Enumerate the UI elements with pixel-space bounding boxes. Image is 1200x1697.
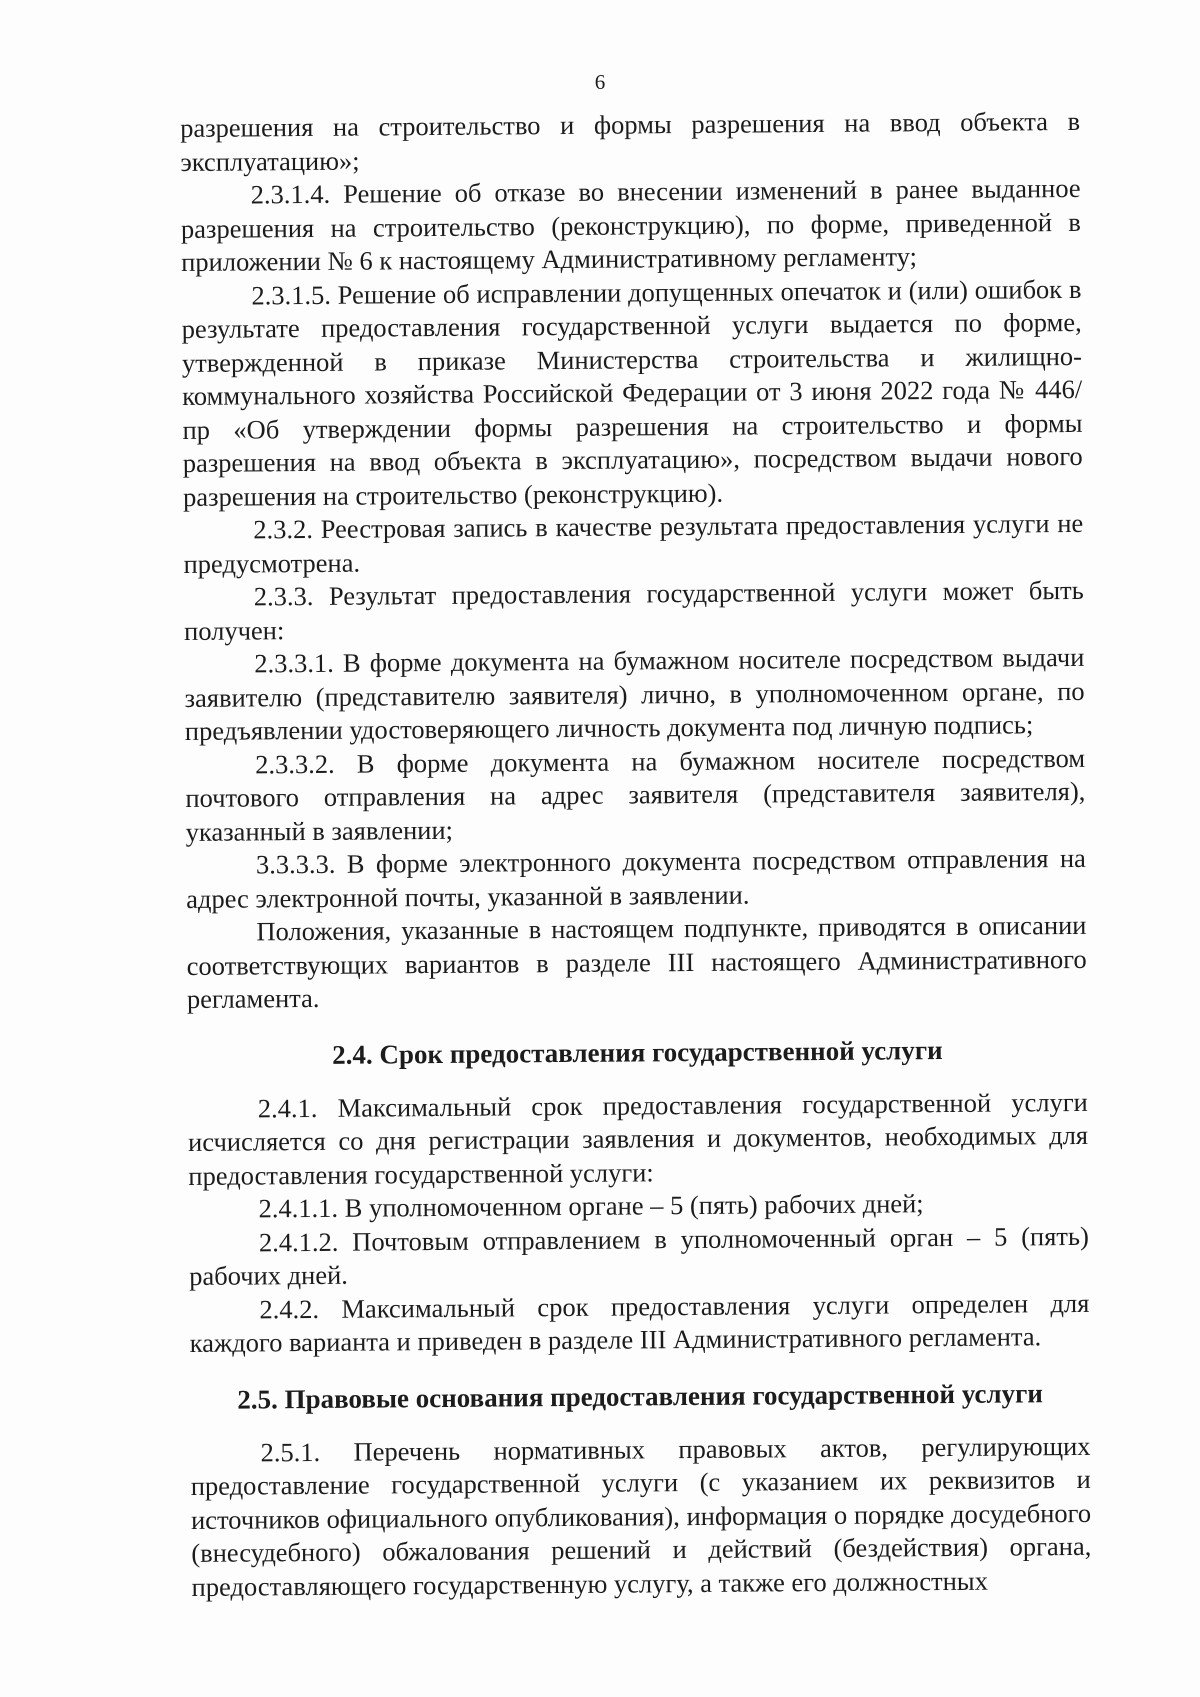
paragraph-1: разрешения на строительство и формы разрешения на ввод объекта в эксплуатацию»;: [180, 105, 1081, 177]
paragraph-7: 2.3.3.2. В форме документа на бумажном носителе посредством почтового отправления на адрес заявителя (представителя заявителя), указанный в заявлении;: [185, 742, 1086, 847]
paragraph-11: 2.4.1.1. В уполномоченном органе – 5 (пять) рабочих дней;: [258, 1188, 924, 1224]
paragraph-10: 2.4.1. Максимальный срок предоставления государственной услуги исчисляется со дня регистрации заявления и документов, необходимых для предоставления государственной услуги:: [187, 1086, 1089, 1191]
paragraph-6: 2.3.3.1. В форме документа на бумажном носителе посредством выдачи заявителю (представителю заявителя) лично, в уполномоченном органе, по предъявлении удостоверяющего личность документа под личную подпись;: [184, 641, 1085, 746]
paragraph-3: 2.3.1.5. Решение об исправлении допущенных опечаток и (или) ошибок в результате предоставления государственной услуги выдается по форме, утвержденной в приказе Министерства строительства и жилищно-коммунального хозяйства Российской Федерации от 3 июня 2022 года № 446/пр «Об утверждении формы разрешения на строительство и формы разрешения на ввод объекта в эксплуатацию», посредством выдачи нового разрешения на строительство (реконструкцию).: [181, 273, 1083, 512]
paragraph-14: 2.5.1. Перечень нормативных правовых актов, регулирующих предоставление государственной услуги (с указанием их реквизитов и источников официального опубликования), информация о порядке досудебного (внесудебного) обжалования решений и действий (бездействия) органа, предоставляющего государственную услугу, а также его должностных: [190, 1430, 1092, 1602]
section-heading-2: 2.5. Правовые основания предоставления государственной услуги: [237, 1377, 1044, 1415]
document-body: [180, 105, 1092, 1604]
paragraph-9: Положения, указанные в настоящем подпункте, приводятся в описании соответствующих вариантов в разделе III настоящего Административного регламента.: [186, 909, 1087, 1014]
paragraph-4: 2.3.2. Реестровая запись в качестве результата предоставления услуги не предусмотрена.: [183, 507, 1084, 579]
paragraph-5: 2.3.3. Результат предоставления государственной услуги может быть получен:: [183, 574, 1084, 646]
paragraph-13: 2.4.2. Максимальный срок предоставления услуги определен для каждого варианта и приведен в разделе III Административного регламента.: [189, 1287, 1090, 1358]
section-heading-1: 2.4. Срок предоставления государственной услуги: [332, 1034, 943, 1070]
paragraph-12: 2.4.1.2. Почтовым отправлением в уполномоченный орган – 5 (пять) рабочих дней.: [189, 1220, 1089, 1291]
paragraph-8: 3.3.3.3. В форме электронного документа посредством отправления на адрес электронной почты, указанной в заявлении.: [186, 842, 1087, 914]
paragraph-2: 2.3.1.4. Решение об отказе во внесении изменений в ранее выданное разрешения на строительство (реконструкцию), по форме, приведенной в приложении № 6 к настоящему Административному регламенту;: [180, 172, 1082, 277]
page-number: 6: [594, 70, 606, 94]
